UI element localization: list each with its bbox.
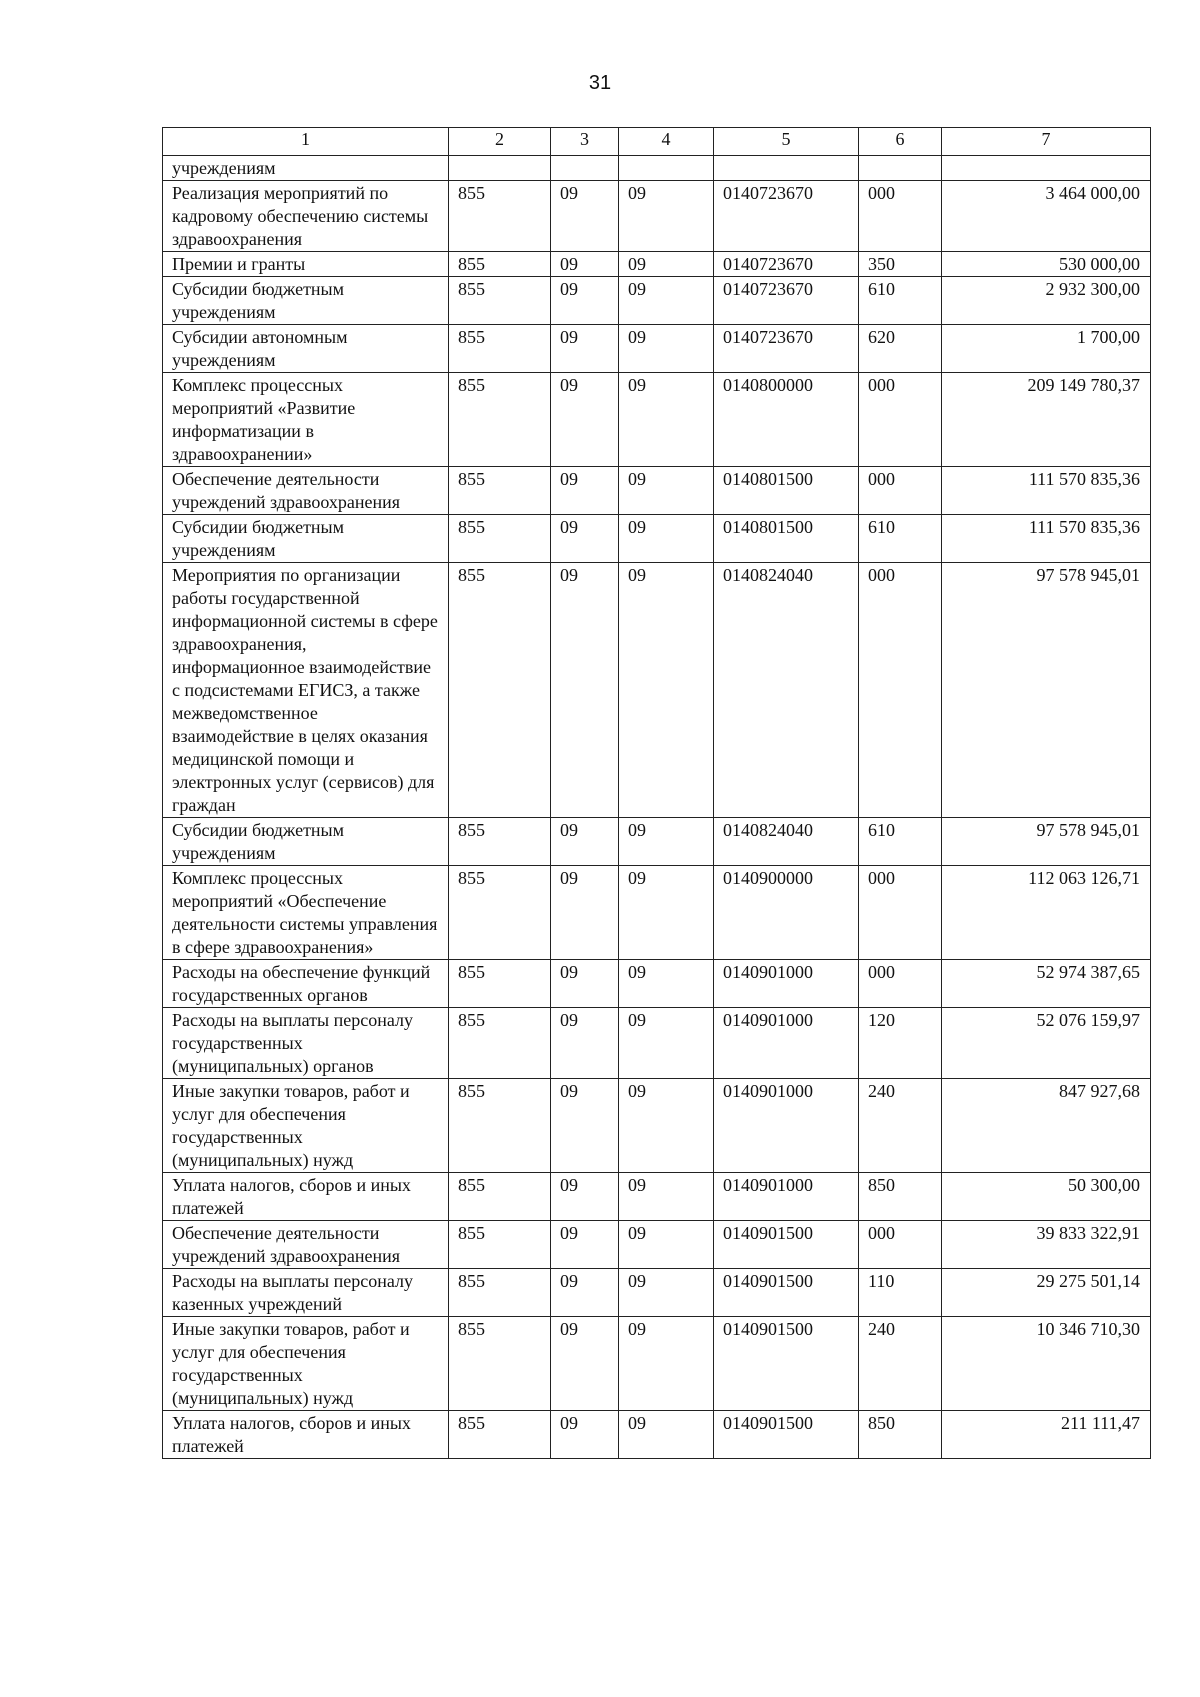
admin-code-cell: 855 [449, 181, 551, 252]
target-article-cell: 0140901500 [714, 1317, 859, 1411]
expense-type-cell: 000 [859, 563, 942, 818]
target-article-cell: 0140901000 [714, 1008, 859, 1079]
amount-cell: 97 578 945,01 [942, 818, 1151, 866]
amount-cell: 1 700,00 [942, 325, 1151, 373]
section-cell [551, 156, 619, 181]
subsection-cell: 09 [619, 563, 714, 818]
expense-type-cell: 610 [859, 277, 942, 325]
admin-code-cell: 855 [449, 563, 551, 818]
table-row [163, 1411, 1151, 1459]
table-row [163, 252, 1151, 277]
expense-type-cell: 000 [859, 373, 942, 467]
row-name-cell: Комплекс процессных мероприятий «Обеспечение деятельности системы управления в сфере здравоохранения» [163, 866, 449, 960]
table-row [163, 1221, 1151, 1269]
table-row [163, 515, 1151, 563]
subsection-cell: 09 [619, 1269, 714, 1317]
table-row [163, 866, 1151, 960]
table-row [163, 563, 1151, 818]
subsection-cell: 09 [619, 467, 714, 515]
subsection-cell: 09 [619, 1079, 714, 1173]
amount-cell: 530 000,00 [942, 252, 1151, 277]
column-header: 5 [714, 128, 859, 156]
row-name-cell: Субсидии бюджетным учреждениям [163, 277, 449, 325]
section-cell: 09 [551, 1079, 619, 1173]
subsection-cell: 09 [619, 515, 714, 563]
amount-cell: 29 275 501,14 [942, 1269, 1151, 1317]
table-row [163, 960, 1151, 1008]
section-cell: 09 [551, 252, 619, 277]
amount-cell: 3 464 000,00 [942, 181, 1151, 252]
table-header-row [163, 128, 1151, 156]
amount-cell: 112 063 126,71 [942, 866, 1151, 960]
row-name-cell: Субсидии бюджетным учреждениям [163, 515, 449, 563]
subsection-cell: 09 [619, 325, 714, 373]
subsection-cell: 09 [619, 277, 714, 325]
row-name-cell: Иные закупки товаров, работ и услуг для обеспечения государственных (муниципальных) нужд [163, 1079, 449, 1173]
row-name-cell: Комплекс процессных мероприятий «Развитие информатизации в здравоохранении» [163, 373, 449, 467]
row-name-cell: Расходы на выплаты персоналу государственных (муниципальных) органов [163, 1008, 449, 1079]
expense-type-cell: 350 [859, 252, 942, 277]
target-article-cell: 0140801500 [714, 467, 859, 515]
amount-cell: 111 570 835,36 [942, 515, 1151, 563]
admin-code-cell: 855 [449, 1079, 551, 1173]
section-cell: 09 [551, 1221, 619, 1269]
page-number: 31 [588, 72, 612, 94]
table-row [163, 1269, 1151, 1317]
column-header: 6 [859, 128, 942, 156]
table-row [163, 818, 1151, 866]
column-header: 4 [619, 128, 714, 156]
expense-type-cell: 000 [859, 866, 942, 960]
section-cell: 09 [551, 1317, 619, 1411]
section-cell: 09 [551, 960, 619, 1008]
admin-code-cell: 855 [449, 866, 551, 960]
admin-code-cell: 855 [449, 515, 551, 563]
row-name-cell: Обеспечение деятельности учреждений здравоохранения [163, 467, 449, 515]
section-cell: 09 [551, 866, 619, 960]
row-name-cell: Уплата налогов, сборов и иных платежей [163, 1173, 449, 1221]
section-cell: 09 [551, 277, 619, 325]
table-row [163, 1079, 1151, 1173]
section-cell: 09 [551, 181, 619, 252]
expense-type-cell: 000 [859, 960, 942, 1008]
target-article-cell: 0140723670 [714, 252, 859, 277]
admin-code-cell: 855 [449, 960, 551, 1008]
admin-code-cell: 855 [449, 325, 551, 373]
subsection-cell: 09 [619, 373, 714, 467]
admin-code-cell: 855 [449, 1008, 551, 1079]
target-article-cell: 0140800000 [714, 373, 859, 467]
table-row [163, 1008, 1151, 1079]
target-article-cell: 0140900000 [714, 866, 859, 960]
expense-type-cell: 000 [859, 467, 942, 515]
expense-type-cell: 850 [859, 1411, 942, 1459]
expense-type-cell: 240 [859, 1317, 942, 1411]
admin-code-cell: 855 [449, 467, 551, 515]
expense-type-cell [859, 156, 942, 181]
section-cell: 09 [551, 1173, 619, 1221]
section-cell: 09 [551, 467, 619, 515]
column-header: 3 [551, 128, 619, 156]
admin-code-cell: 855 [449, 1221, 551, 1269]
amount-cell: 209 149 780,37 [942, 373, 1151, 467]
expense-type-cell: 240 [859, 1079, 942, 1173]
subsection-cell: 09 [619, 1173, 714, 1221]
admin-code-cell: 855 [449, 1269, 551, 1317]
admin-code-cell: 855 [449, 1173, 551, 1221]
table-row [163, 1173, 1151, 1221]
row-name-cell: Расходы на выплаты персоналу казенных учреждений [163, 1269, 449, 1317]
subsection-cell: 09 [619, 1221, 714, 1269]
admin-code-cell: 855 [449, 1411, 551, 1459]
admin-code-cell: 855 [449, 1317, 551, 1411]
row-name-cell: Иные закупки товаров, работ и услуг для обеспечения государственных (муниципальных) нужд [163, 1317, 449, 1411]
amount-cell: 211 111,47 [942, 1411, 1151, 1459]
column-header: 7 [942, 128, 1151, 156]
section-cell: 09 [551, 1008, 619, 1079]
subsection-cell [619, 156, 714, 181]
row-name-cell: Уплата налогов, сборов и иных платежей [163, 1411, 449, 1459]
subsection-cell: 09 [619, 1008, 714, 1079]
expense-type-cell: 850 [859, 1173, 942, 1221]
target-article-cell: 0140723670 [714, 277, 859, 325]
row-name-cell: Премии и гранты [163, 252, 449, 277]
expense-type-cell: 110 [859, 1269, 942, 1317]
section-cell: 09 [551, 325, 619, 373]
target-article-cell [714, 156, 859, 181]
section-cell: 09 [551, 515, 619, 563]
amount-cell: 10 346 710,30 [942, 1317, 1151, 1411]
expense-type-cell: 120 [859, 1008, 942, 1079]
subsection-cell: 09 [619, 960, 714, 1008]
subsection-cell: 09 [619, 181, 714, 252]
expense-type-cell: 000 [859, 1221, 942, 1269]
amount-cell: 2 932 300,00 [942, 277, 1151, 325]
table-row [163, 373, 1151, 467]
expense-type-cell: 610 [859, 818, 942, 866]
amount-cell: 97 578 945,01 [942, 563, 1151, 818]
expense-type-cell: 610 [859, 515, 942, 563]
target-article-cell: 0140824040 [714, 563, 859, 818]
subsection-cell: 09 [619, 866, 714, 960]
column-header: 2 [449, 128, 551, 156]
table-row [163, 156, 1151, 181]
section-cell: 09 [551, 1411, 619, 1459]
target-article-cell: 0140723670 [714, 181, 859, 252]
target-article-cell: 0140723670 [714, 325, 859, 373]
subsection-cell: 09 [619, 1317, 714, 1411]
amount-cell: 39 833 322,91 [942, 1221, 1151, 1269]
table-row [163, 1317, 1151, 1411]
target-article-cell: 0140901500 [714, 1221, 859, 1269]
subsection-cell: 09 [619, 252, 714, 277]
row-name-cell: Обеспечение деятельности учреждений здравоохранения [163, 1221, 449, 1269]
target-article-cell: 0140901000 [714, 960, 859, 1008]
section-cell: 09 [551, 818, 619, 866]
target-article-cell: 0140901000 [714, 1079, 859, 1173]
section-cell: 09 [551, 1269, 619, 1317]
amount-cell: 847 927,68 [942, 1079, 1151, 1173]
admin-code-cell: 855 [449, 373, 551, 467]
admin-code-cell: 855 [449, 818, 551, 866]
section-cell: 09 [551, 563, 619, 818]
row-name-cell: Субсидии бюджетным учреждениям [163, 818, 449, 866]
amount-cell: 52 076 159,97 [942, 1008, 1151, 1079]
table-row [163, 467, 1151, 515]
row-name-cell: Мероприятия по организации работы государственной информационной системы в сфере здравоохранения, информационное взаимодействие с подсистемами ЕГИСЗ, а также межведомственное взаимодействие в целях оказания медицинской помощи и электронных услуг (сервисов) для граждан [163, 563, 449, 818]
expense-type-cell: 620 [859, 325, 942, 373]
target-article-cell: 0140901500 [714, 1411, 859, 1459]
column-header: 1 [163, 128, 449, 156]
amount-cell: 52 974 387,65 [942, 960, 1151, 1008]
section-cell: 09 [551, 373, 619, 467]
target-article-cell: 0140901000 [714, 1173, 859, 1221]
table-row [163, 277, 1151, 325]
budget-table [162, 127, 1151, 1459]
row-name-cell: Расходы на обеспечение функций государственных органов [163, 960, 449, 1008]
row-name-cell: Субсидии автономным учреждениям [163, 325, 449, 373]
target-article-cell: 0140801500 [714, 515, 859, 563]
amount-cell [942, 156, 1151, 181]
subsection-cell: 09 [619, 1411, 714, 1459]
row-name-cell: Реализация мероприятий по кадровому обеспечению системы здравоохранения [163, 181, 449, 252]
amount-cell: 50 300,00 [942, 1173, 1151, 1221]
admin-code-cell [449, 156, 551, 181]
admin-code-cell: 855 [449, 252, 551, 277]
admin-code-cell: 855 [449, 277, 551, 325]
table-row [163, 181, 1151, 252]
target-article-cell: 0140901500 [714, 1269, 859, 1317]
table-row [163, 325, 1151, 373]
amount-cell: 111 570 835,36 [942, 467, 1151, 515]
subsection-cell: 09 [619, 818, 714, 866]
expense-type-cell: 000 [859, 181, 942, 252]
row-name-cell: учреждениям [163, 156, 449, 181]
target-article-cell: 0140824040 [714, 818, 859, 866]
